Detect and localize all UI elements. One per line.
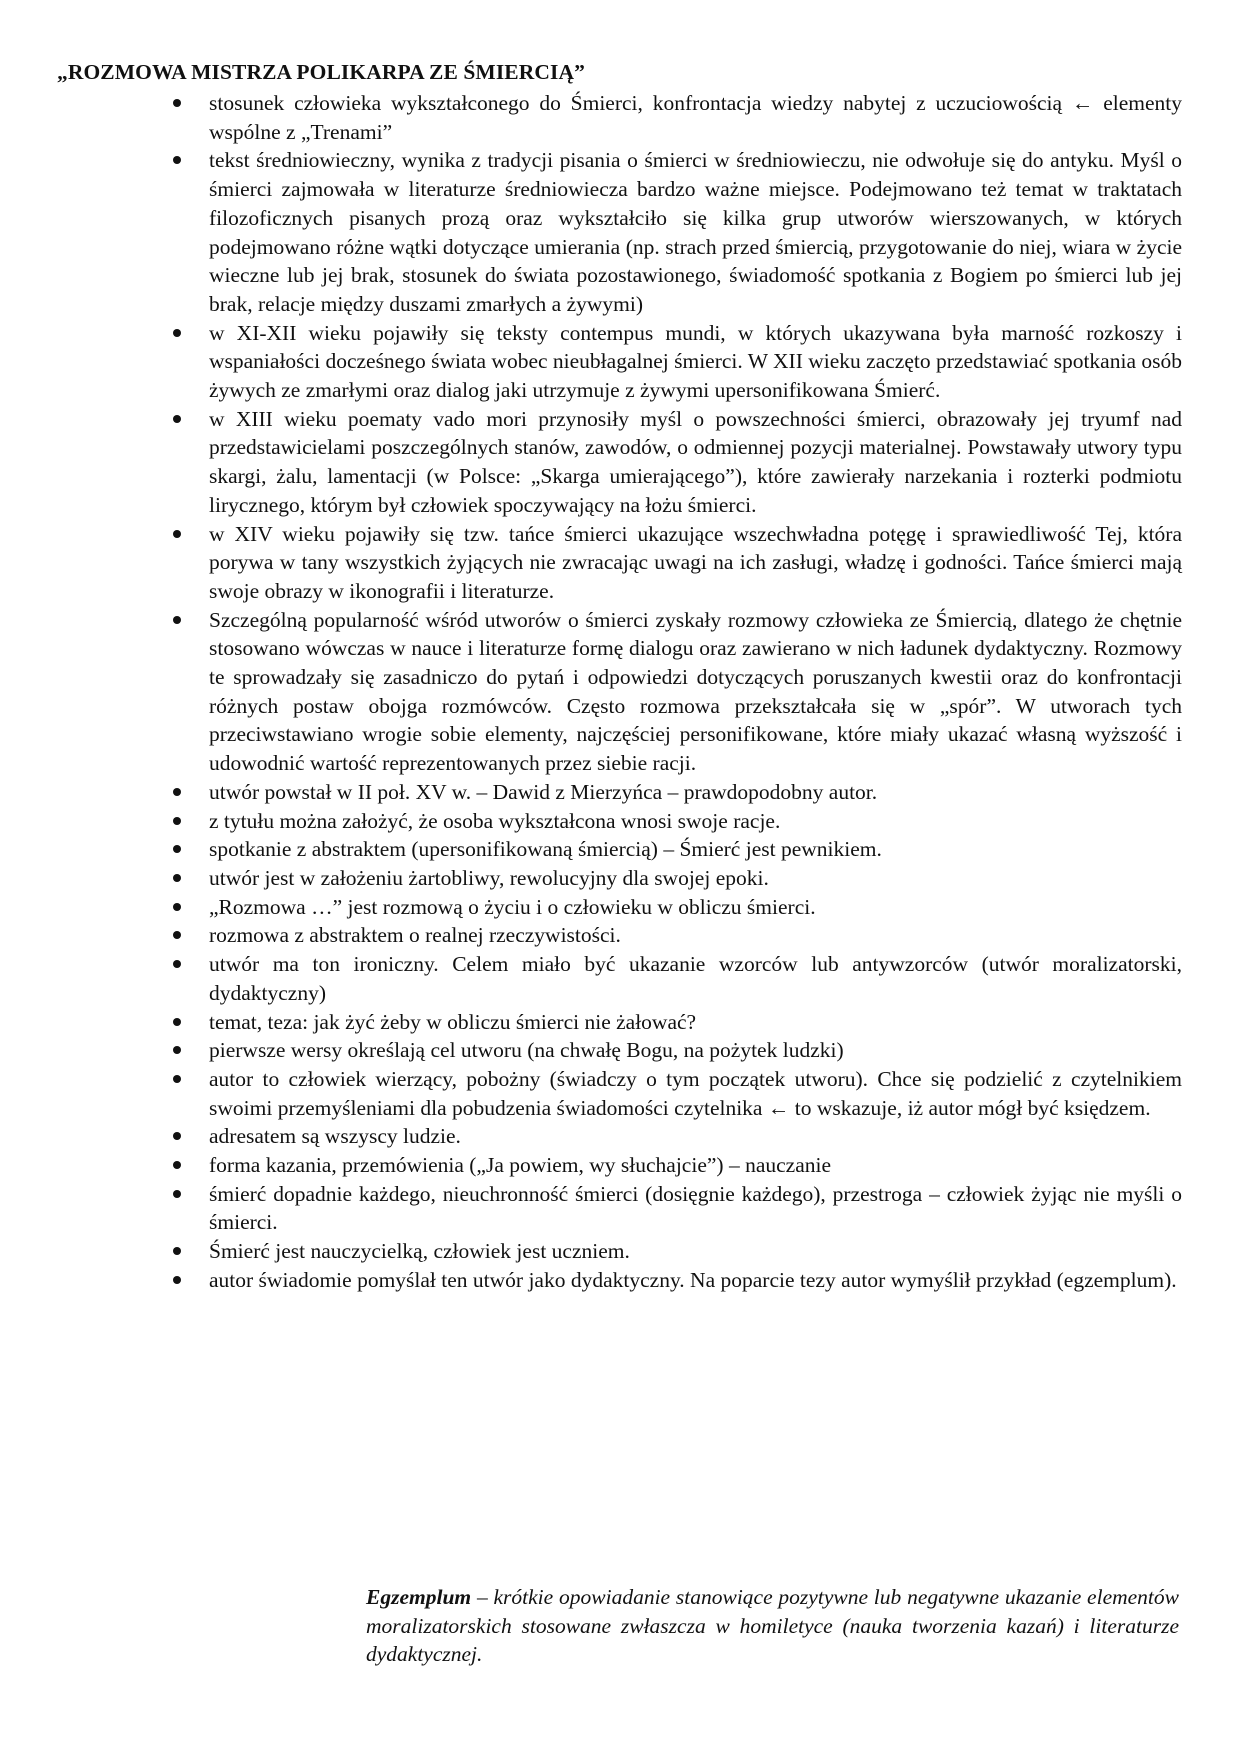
bullet-icon: [173, 931, 181, 939]
list-item: [209, 405, 1182, 520]
bullet-icon: [173, 817, 181, 825]
list-item: [209, 606, 1182, 778]
bullet-icon: [173, 903, 181, 911]
definition-term: Egzemplum: [366, 1585, 472, 1609]
list-item-text: stosunek człowieka wykształconego do Śmierci, konfrontacja wiedzy nabytej z uczuciowością ← elementy wspólne z „Trenami”: [209, 91, 1182, 144]
definition-text: – krótkie opowiadanie stanowiące pozytywne lub negatywne ukazanie elementów moralizatorskich stosowane zwłaszcza w homiletyce (nauka tworzenia kazań) i literaturze dydaktycznej.: [366, 1585, 1179, 1667]
list-item-text: spotkanie z abstraktem (upersonifikowaną śmiercią) – Śmierć jest pewnikiem.: [209, 837, 882, 862]
list-item-text: pierwsze wersy określają cel utworu (na chwałę Bogu, na pożytek ludzki): [209, 1038, 844, 1063]
bullet-icon: [173, 1075, 181, 1083]
list-item-text: adresatem są wszyscy ludzie.: [209, 1124, 461, 1149]
bullet-list: [0, 89, 1240, 1295]
document-title: „ROZMOWA MISTRZA POLIKARPA ZE ŚMIERCIĄ”: [57, 60, 585, 84]
list-item: [209, 1122, 1182, 1151]
list-item: [209, 893, 1182, 922]
list-item-text: forma kazania, przemówienia („Ja powiem, wy słuchajcie”) – nauczanie: [209, 1153, 832, 1178]
list-item: [209, 778, 1182, 807]
list-item-text: utwór powstał w II poł. XV w. – Dawid z Mierzyńca – prawdopodobny autor.: [209, 779, 878, 804]
list-item-text: śmierć dopadnie każdego, nieuchronność śmierci (dosięgnie każdego), przestroga – człowiek żyjąc nie myśli o śmierci.: [209, 1181, 1182, 1235]
list-item-text: rozmowa z abstraktem o realnej rzeczywistości.: [209, 923, 621, 948]
list-item: [209, 1180, 1182, 1237]
list-item-text: utwór ma ton ironiczny. Celem miało być ukazanie wzorców lub antywzorców (utwór moralizatorski, dydaktyczny): [209, 952, 1182, 1005]
bullet-icon: [173, 415, 181, 423]
bullet-icon: [173, 1132, 181, 1140]
list-item-text: utwór jest w założeniu żartobliwy, rewolucyjny dla swojej epoki.: [209, 865, 769, 890]
bullet-icon: [173, 1247, 181, 1255]
list-item: [209, 89, 1182, 146]
list-item: [209, 950, 1182, 1007]
list-item-text: z tytułu można założyć, że osoba wykształcona wnosi swoje racje.: [209, 808, 781, 833]
bullet-icon: [173, 788, 181, 796]
list-item: [209, 1036, 1182, 1065]
list-item: [209, 319, 1182, 405]
definition-note: [366, 1583, 1179, 1669]
list-item-text: tekst średniowieczny, wynika z tradycji pisania o śmierci w średniowieczu, nie odwołuje się do antyku. Myśl o śmierci zajmowała w literaturze średniowiecza bardzo ważne miejsce. Podejmowano też temat w traktatach filozoficznych pisanych prozą oraz wykształciło się kilka grup utworów wierszowanych, w których podejmowano różne wątki dotyczące umierania (np. strach przed śmiercią, przygotowanie do niej, wiara w życie wieczne lub jej brak, stosunek do świata pozostawionego, świadomość spotkania z Bogiem po śmierci lub jej brak, relacje między duszami zmarłych a żywymi): [209, 148, 1182, 316]
list-item: [209, 1065, 1182, 1122]
list-item: [209, 146, 1182, 318]
list-item: [209, 1237, 1182, 1266]
bullet-icon: [173, 874, 181, 882]
list-item-text: autor to człowiek wierzący, pobożny (świadczy o tym początek utworu). Chce się podzielić z czytelnikiem swoimi przemyśleniami dla pobudzenia świadomości czytelnika ← to wskazuje, iż autor mógł być księdzem.: [209, 1066, 1182, 1120]
bullet-icon: [173, 99, 181, 107]
bullet-icon: [173, 1161, 181, 1169]
bullet-icon: [173, 329, 181, 337]
list-item: [209, 1266, 1182, 1295]
list-item-text: w XI-XII wieku pojawiły się teksty contempus mundi, w których ukazywana była marność rozkoszy i wspaniałości docześnego świata wobec nieubłagalnej śmierci. W XII wieku zaczęto przedstawiać spotkania osób żywych ze zmarłymi oraz dialog jaki utrzymuje z żywymi upersonifikowana Śmierć.: [209, 320, 1182, 403]
list-item-text: Śmierć jest nauczycielką, człowiek jest uczniem.: [209, 1239, 630, 1264]
list-item: [209, 1151, 1182, 1180]
bullet-icon: [173, 530, 181, 538]
list-item: [209, 807, 1182, 836]
list-item-text: autor świadomie pomyślał ten utwór jako dydaktyczny. Na poparcie tezy autor wymyślił przykład (egzemplum).: [209, 1267, 1177, 1292]
list-item: [209, 921, 1182, 950]
list-item-text: Szczególną popularność wśród utworów o śmierci zyskały rozmowy człowieka ze Śmiercią, dlatego że chętnie stosowano wówczas w nauce i literaturze formę dialogu oraz zawierano w nich ładunek dydaktyczny. Rozmowy te sprowadzały się zasadniczo do pytań i odpowiedzi dotyczących poruszanych kwestii oraz do konfrontacji różnych postaw obojga rozmówców. Często rozmowa przekształcała się w „spór”. W utworach tych przeciwstawiano wrogie sobie elementy, najczęściej personifikowane, które miały ukazać własną wyższość i udowodnić wartość reprezentowanych przez siebie racji.: [209, 607, 1182, 776]
list-item: [209, 835, 1182, 864]
bullet-icon: [173, 1018, 181, 1026]
bullet-icon: [173, 1190, 181, 1198]
list-item: [209, 520, 1182, 606]
list-item-text: temat, teza: jak żyć żeby w obliczu śmierci nie żałować?: [209, 1009, 697, 1034]
bullet-icon: [173, 960, 181, 968]
bullet-icon: [173, 845, 181, 853]
list-item: [209, 1008, 1182, 1037]
bullet-icon: [173, 616, 181, 624]
bullet-icon: [173, 1276, 181, 1284]
list-item-text: „Rozmowa …” jest rozmową o życiu i o człowieku w obliczu śmierci.: [209, 894, 816, 919]
list-item-text: w XIII wieku poematy vado mori przynosiły myśl o powszechności śmierci, obrazowały jej tryumf nad przedstawicielami poszczególnych stanów, zawodów, o odmiennej pozycji materialnej. Powstawały utwory typu skargi, żalu, lamentacji (w Polsce: „Skarga umierającego”), które zawierały narzekania i rozterki podmiotu lirycznego, którym był człowiek spoczywający na łożu śmierci.: [209, 406, 1182, 517]
list-item-text: w XIV wieku pojawiły się tzw. tańce śmierci ukazujące wszechwładna potęgę i sprawiedliwość Tej, która porywa w tany wszystkich żyjących nie zwracając uwagi na ich zasługi, władzę i godności. Tańce śmierci mają swoje obrazy w ikonografii i literaturze.: [209, 521, 1182, 603]
bullet-icon: [173, 156, 181, 164]
list-item: [209, 864, 1182, 893]
bullet-icon: [173, 1046, 181, 1054]
